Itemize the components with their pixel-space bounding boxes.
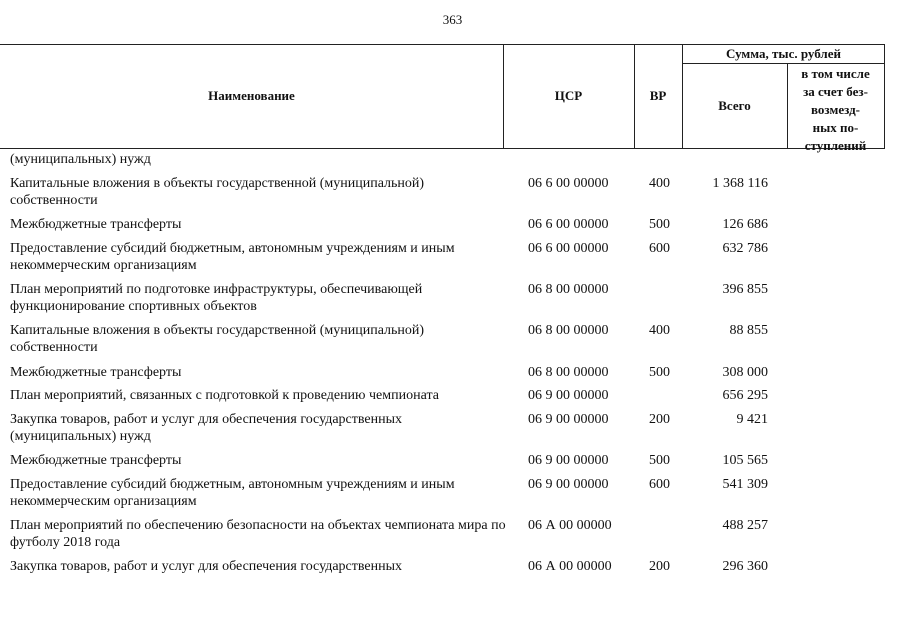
row-name: Капитальные вложения в объекты государственной (муниципальной) собственности <box>10 323 425 355</box>
row-vr: 200 <box>649 559 670 574</box>
row-csr: 06 8 00 00000 <box>528 365 609 380</box>
row-name: Межбюджетные трансферты <box>10 217 182 232</box>
row-vr: 600 <box>649 241 670 256</box>
header-gratuitous-line: ступлений <box>804 138 867 153</box>
header-total: Всего <box>718 97 751 113</box>
table-header <box>0 44 905 153</box>
header-gratuitous-line: возмезд- <box>811 102 860 117</box>
row-name: План мероприятий по обеспечению безопасности на объектах чемпионата мира по футболу 2018 года <box>10 518 506 550</box>
row-vr: 400 <box>649 176 670 191</box>
header-name: Наименование <box>208 88 295 103</box>
row-vr: 600 <box>649 477 670 492</box>
row-csr: 06 6 00 00000 <box>528 217 609 232</box>
row-csr: 06 А 00 00000 <box>528 559 612 574</box>
row-vr: 500 <box>649 217 670 232</box>
row-csr: 06 9 00 00000 <box>528 412 609 427</box>
row-csr: 06 6 00 00000 <box>528 176 609 191</box>
row-csr: 06 А 00 00000 <box>528 518 612 533</box>
header-gratuitous-line: в том числе <box>801 66 870 81</box>
row-total: 632 786 <box>722 241 768 256</box>
row-csr: 06 9 00 00000 <box>528 388 609 403</box>
row-total: 488 257 <box>722 518 768 533</box>
row-total: 9 421 <box>736 412 768 427</box>
row-name: Закупка товаров, работ и услуг для обеспечения государственных <box>10 559 403 574</box>
row-total: 88 855 <box>729 323 768 338</box>
header-gratuitous <box>787 65 884 155</box>
row-csr: 06 9 00 00000 <box>528 477 609 492</box>
row-vr: 400 <box>649 323 670 338</box>
row-name: Предоставление субсидий бюджетным, автономным учреждениям и иным некоммерческим организациям <box>10 241 455 273</box>
carryover-text: (муниципальных) нужд <box>10 152 151 167</box>
row-name: Межбюджетные трансферты <box>10 453 182 468</box>
row-csr: 06 8 00 00000 <box>528 282 609 297</box>
row-total: 656 295 <box>722 388 768 403</box>
row-total: 396 855 <box>722 282 768 297</box>
row-name: План мероприятий по подготовке инфраструктуры, обеспечивающей функционирование спортивных объектов <box>10 282 423 314</box>
row-name: Капитальные вложения в объекты государственной (муниципальной) собственности <box>10 176 425 208</box>
header-csr: ЦСР <box>554 88 583 103</box>
row-vr: 500 <box>649 365 670 380</box>
row-total: 1 368 116 <box>712 176 768 191</box>
row-csr: 06 9 00 00000 <box>528 453 609 468</box>
page-number: 363 <box>442 12 463 27</box>
header-gratuitous-line: за счет без- <box>803 84 868 99</box>
row-total: 105 565 <box>722 453 768 468</box>
row-csr: 06 6 00 00000 <box>528 241 609 256</box>
row-vr: 500 <box>649 453 670 468</box>
header-gratuitous-line: ных по- <box>812 120 859 135</box>
row-name: Межбюджетные трансферты <box>10 365 182 380</box>
header-amount-group: Сумма, тыс. рублей <box>726 45 841 61</box>
row-total: 541 309 <box>722 477 768 492</box>
row-name: Предоставление субсидий бюджетным, автономным учреждениям и иным некоммерческим организациям <box>10 477 455 509</box>
row-vr: 200 <box>649 412 670 427</box>
row-total: 308 000 <box>722 365 768 380</box>
row-name: План мероприятий, связанных с подготовкой к проведению чемпионата <box>10 388 439 403</box>
row-total: 296 360 <box>722 559 768 574</box>
header-vr: ВР <box>649 88 667 103</box>
header-bottom-rule <box>0 148 885 149</box>
row-name: Закупка товаров, работ и услуг для обеспечения государственных (муниципальных) нужд <box>10 412 403 444</box>
row-total: 126 686 <box>722 217 768 232</box>
row-csr: 06 8 00 00000 <box>528 323 609 338</box>
